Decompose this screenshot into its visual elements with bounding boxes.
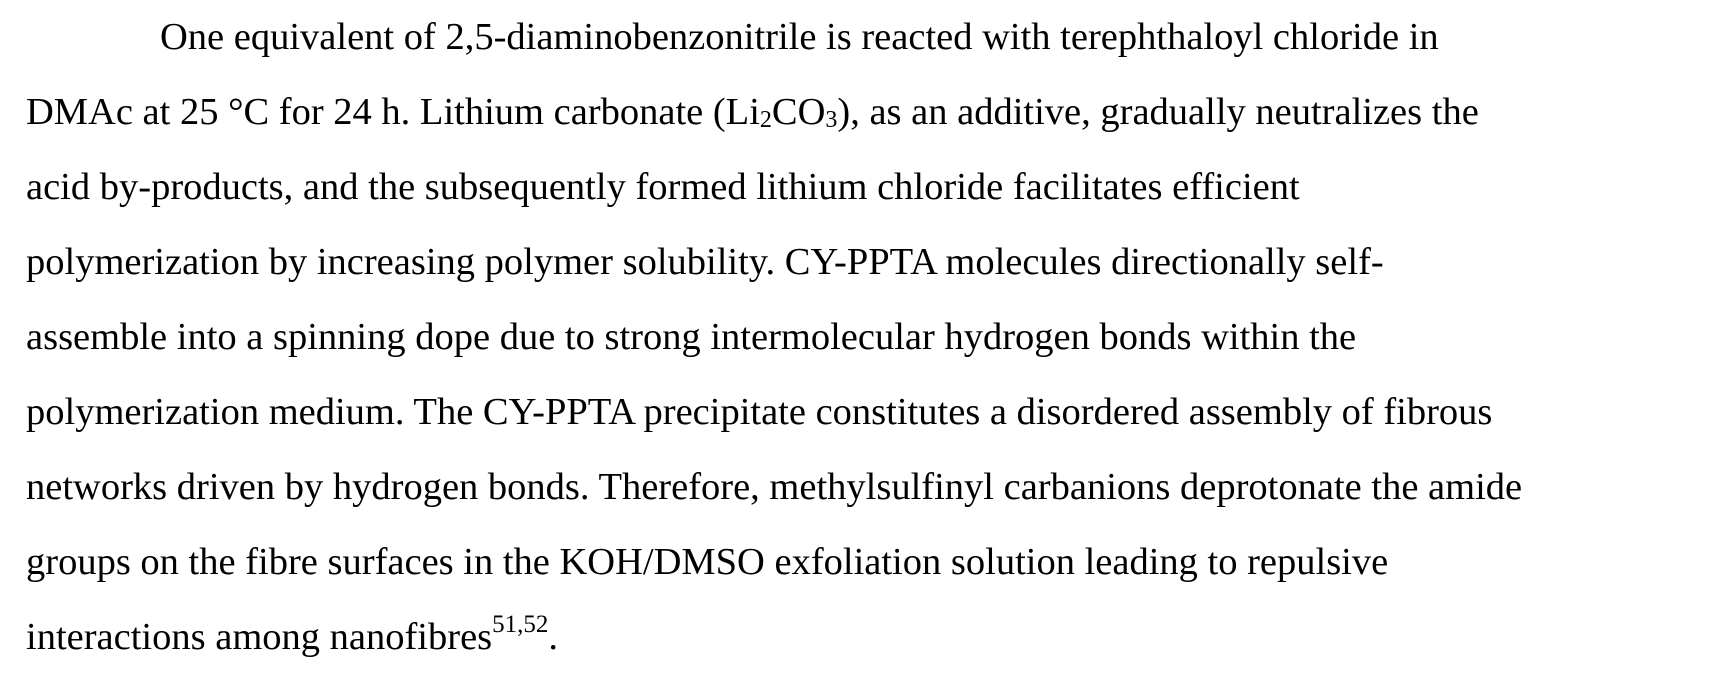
text-line-6: polymerization medium. The CY-PPTA precipitate constitutes a disordered assembly of fibrous bbox=[26, 391, 1493, 433]
citation-superscript: 51,52 bbox=[492, 611, 549, 638]
text-line-2 bbox=[26, 75, 1726, 150]
text-line-9 bbox=[26, 600, 1726, 675]
text-line-8: groups on the fibre surfaces in the KOH/DMSO exfoliation solution leading to repulsive bbox=[26, 541, 1389, 583]
line-2-part-c: ), as an additive, gradually neutralizes the bbox=[837, 91, 1479, 133]
text-line-3: acid by-products, and the subsequently formed lithium chloride facilitates efficient bbox=[26, 166, 1300, 208]
body-paragraph bbox=[26, 0, 1726, 675]
text-line-7: networks driven by hydrogen bonds. Therefore, methylsulfinyl carbanions deprotonate the amide bbox=[26, 466, 1523, 508]
line-2-part-a: DMAc at 25 °C for 24 h. Lithium carbonate (Li bbox=[26, 91, 760, 133]
line-2-part-b: CO bbox=[771, 91, 826, 133]
subscript-o-3: 3 bbox=[825, 107, 838, 133]
text-line-4: polymerization by increasing polymer solubility. CY-PPTA molecules directionally self- bbox=[26, 241, 1384, 283]
text-line-5: assemble into a spinning dope due to strong intermolecular hydrogen bonds within the bbox=[26, 316, 1357, 358]
text-line-1: One equivalent of 2,5-diaminobenzonitrile is reacted with terephthaloyl chloride in bbox=[160, 16, 1439, 58]
line-9-text: interactions among nanofibres bbox=[26, 616, 493, 658]
subscript-li-2: 2 bbox=[759, 107, 772, 133]
line-9-end: . bbox=[548, 616, 559, 658]
